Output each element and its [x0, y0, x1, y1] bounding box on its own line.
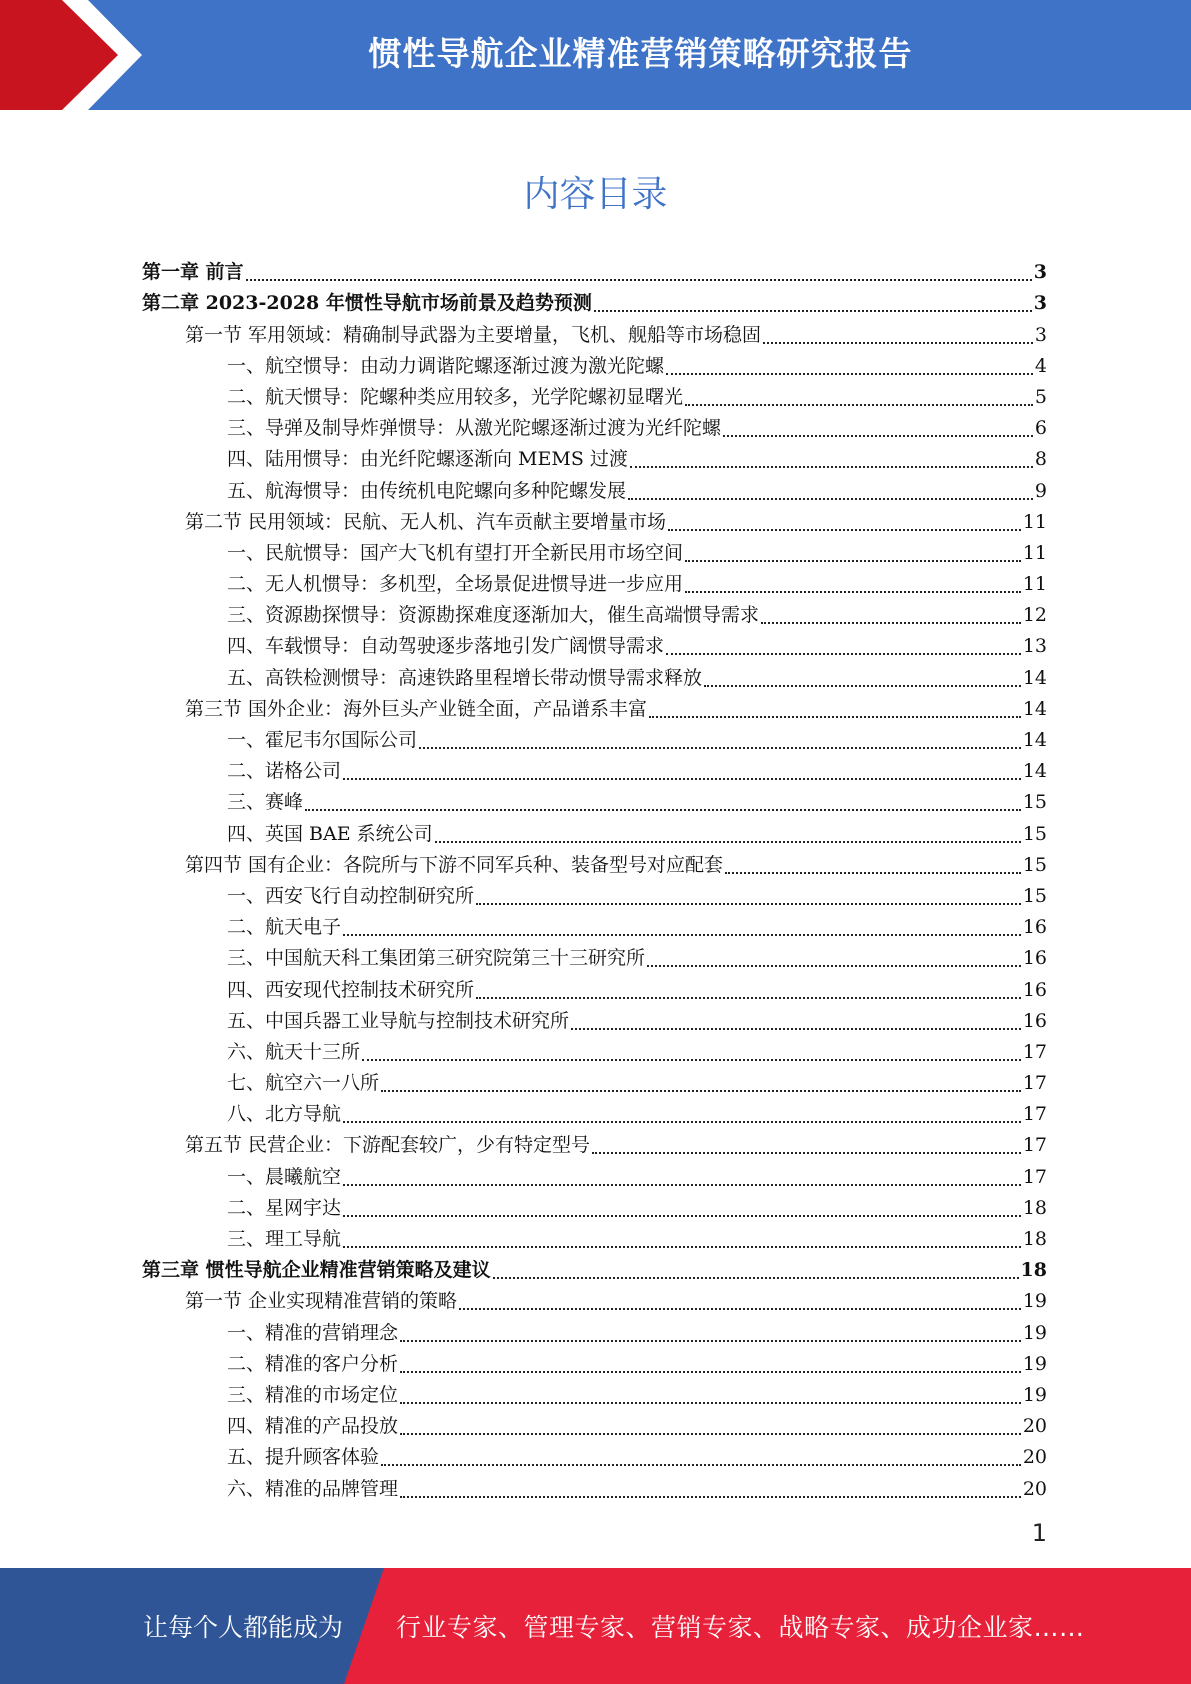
toc-entry-page: 3	[1034, 323, 1047, 346]
toc-entry-title: 五、中国兵器工业导航与控制技术研究所	[227, 1009, 570, 1032]
toc-entry-title: 四、西安现代控制技术研究所	[227, 978, 475, 1001]
dot-leader	[419, 747, 1021, 749]
toc-entry[interactable]	[142, 1346, 1047, 1377]
toc-entry-title: 六、航天十三所	[227, 1040, 361, 1063]
toc-entry-page: 17	[1022, 1103, 1047, 1126]
toc-entry-page: 20	[1022, 1415, 1047, 1438]
page-number: 1	[1031, 1519, 1047, 1547]
toc-entry[interactable]	[142, 441, 1047, 472]
toc-entry-title: 一、霍尼韦尔国际公司	[227, 729, 418, 751]
toc-entry-title: 三、中国航天科工集团第三研究院第三十三研究所	[227, 947, 646, 970]
toc-entry[interactable]	[142, 1314, 1047, 1345]
dot-leader	[381, 1090, 1021, 1092]
toc-entry-title: 七、航空六一八所	[227, 1072, 380, 1095]
dot-leader	[723, 435, 1033, 437]
toc-entry[interactable]	[142, 1096, 1047, 1127]
dot-leader	[400, 1371, 1021, 1373]
toc-entry-page: 17	[1022, 1040, 1047, 1063]
dot-leader	[666, 653, 1021, 655]
toc-entry[interactable]	[142, 1034, 1047, 1065]
toc-entry-page: 16	[1022, 1009, 1047, 1032]
toc-entry-page: 12	[1022, 604, 1047, 627]
toc-entry-page: 14	[1022, 729, 1047, 751]
toc-entry[interactable]	[142, 566, 1047, 597]
dot-leader	[725, 872, 1021, 874]
dot-leader	[400, 1402, 1021, 1404]
toc-entry-title: 一、西安飞行自动控制研究所	[227, 884, 475, 907]
toc-entry-title: 一、民航惯导：国产大飞机有望打开全新民用市场空间	[227, 541, 684, 564]
dot-leader	[476, 997, 1021, 999]
toc-entry-page: 19	[1022, 1321, 1047, 1344]
toc-entry[interactable]	[142, 909, 1047, 940]
toc-entry-title: 四、英国 BAE 系统公司	[227, 822, 433, 845]
toc-entry-title: 三、资源勘探惯导：资源勘探难度逐渐加大，催生高端惯导需求	[227, 604, 760, 627]
toc-entry[interactable]	[142, 379, 1047, 410]
report-title: 惯性导航企业精准营销策略研究报告	[368, 34, 913, 73]
toc-entry[interactable]	[142, 1003, 1047, 1034]
toc-entry-page: 3	[1033, 292, 1047, 315]
toc-entry[interactable]	[142, 847, 1047, 878]
footer-slogan-right: 行业专家、管理专家、营销专家、战略专家、成功企业家……	[396, 1613, 1085, 1642]
toc-entry[interactable]	[142, 472, 1047, 503]
toc-entry[interactable]	[142, 722, 1047, 753]
toc-entry-page: 18	[1020, 1259, 1047, 1282]
footer-slogan-left: 让每个人都能成为	[143, 1613, 344, 1642]
toc-entry-title: 第三章 惯性导航企业精准营销策略及建议	[142, 1259, 491, 1282]
toc-entry-title: 一、精准的营销理念	[227, 1321, 399, 1344]
dot-leader	[685, 560, 1021, 562]
toc-entry[interactable]	[142, 1470, 1047, 1501]
dot-leader	[668, 529, 1021, 531]
toc-entry-title: 二、星网宇达	[227, 1196, 342, 1219]
dot-leader	[343, 1184, 1021, 1186]
toc-entry[interactable]	[142, 504, 1047, 535]
dot-leader	[493, 1277, 1019, 1279]
dot-leader	[761, 622, 1021, 624]
dot-leader	[594, 310, 1032, 312]
toc-entry-page: 8	[1034, 448, 1047, 471]
toc-entry-title: 二、无人机惯导：多机型，全场景促进惯导进一步应用	[227, 573, 684, 596]
toc-entry-title: 二、诺格公司	[227, 760, 342, 783]
footer-banner	[0, 1568, 1191, 1684]
toc-entry-page: 18	[1022, 1228, 1047, 1250]
dot-leader	[246, 279, 1032, 281]
toc-entry-page: 17	[1022, 1134, 1047, 1157]
toc-entry-title: 二、航天电子	[227, 916, 342, 939]
toc-entry-title: 五、航海惯导：由传统机电陀螺向多种陀螺发展	[227, 479, 627, 502]
dot-leader	[459, 1308, 1021, 1310]
dot-leader	[628, 498, 1033, 500]
toc-entry[interactable]	[142, 1158, 1047, 1189]
dot-leader	[685, 591, 1021, 593]
toc-entry-page: 17	[1022, 1072, 1047, 1095]
toc-entry-page: 6	[1034, 417, 1047, 440]
toc-entry-title: 五、提升顾客体验	[227, 1446, 380, 1469]
dot-leader	[704, 685, 1021, 687]
toc-entry-page: 3	[1033, 261, 1047, 284]
toc-entry-page: 11	[1022, 510, 1047, 533]
toc-entry[interactable]	[142, 1221, 1047, 1252]
toc-entry-title: 第一章 前言	[142, 261, 244, 284]
toc-entry-title: 四、车载惯导：自动驾驶逐步落地引发广阔惯导需求	[227, 635, 665, 658]
dot-leader	[592, 1152, 1021, 1154]
toc-entry-page: 20	[1022, 1446, 1047, 1469]
toc-entry-page: 19	[1022, 1290, 1047, 1313]
toc-entry-title: 二、航天惯导：陀螺种类应用较多，光学陀螺初显曙光	[227, 385, 684, 408]
toc-entry-page: 16	[1022, 947, 1047, 970]
toc-entry[interactable]	[142, 659, 1047, 690]
toc-entry[interactable]	[142, 254, 1047, 285]
toc-entry[interactable]	[142, 691, 1047, 722]
toc-entry[interactable]	[142, 1065, 1047, 1096]
toc-entry[interactable]	[142, 1377, 1047, 1408]
toc-entry[interactable]	[142, 1190, 1047, 1221]
dot-leader	[381, 1464, 1021, 1466]
toc-entry[interactable]	[142, 316, 1047, 347]
toc-entry-title: 四、精准的产品投放	[227, 1415, 399, 1438]
header-arrow-decoration	[0, 0, 160, 110]
toc-entry-page: 15	[1022, 884, 1047, 907]
toc-entry[interactable]	[142, 535, 1047, 566]
toc-entry-page: 9	[1034, 479, 1047, 502]
header-banner	[0, 0, 1191, 110]
dot-leader	[630, 466, 1033, 468]
toc-entry-page: 14	[1022, 760, 1047, 783]
dot-leader	[685, 404, 1033, 406]
toc-entry-page: 15	[1022, 791, 1047, 814]
toc-entry-title: 一、晨曦航空	[227, 1165, 342, 1188]
toc-entry[interactable]	[142, 878, 1047, 909]
toc-entry-title: 五、高铁检测惯导：高速铁路里程增长带动惯导需求释放	[227, 666, 703, 689]
toc-entry-page: 17	[1022, 1165, 1047, 1188]
dot-leader	[571, 1028, 1021, 1030]
toc-entry-title: 八、北方导航	[227, 1103, 342, 1126]
dot-leader	[362, 1059, 1021, 1061]
toc-entry-title: 第五节 民营企业：下游配套较广，少有特定型号	[185, 1134, 591, 1157]
toc-entry[interactable]	[142, 1252, 1047, 1283]
toc-entry-title: 三、精准的市场定位	[227, 1383, 399, 1406]
toc-entry-page: 4	[1034, 354, 1047, 377]
dot-leader	[305, 809, 1021, 811]
dot-leader	[649, 716, 1021, 718]
toc-entry-page: 16	[1022, 916, 1047, 939]
dot-leader	[343, 934, 1021, 936]
toc-entry-title: 第三节 国外企业：海外巨头产业链全面，产品谱系丰富	[185, 697, 648, 720]
dot-leader	[343, 778, 1021, 780]
toc-entry[interactable]	[142, 348, 1047, 379]
toc-entry-page: 20	[1022, 1477, 1047, 1500]
toc-entry-page: 11	[1022, 541, 1047, 564]
toc-entry-title: 六、精准的品牌管理	[227, 1477, 399, 1500]
toc-entry[interactable]	[142, 815, 1047, 846]
toc-entry[interactable]	[142, 628, 1047, 659]
toc-entry[interactable]	[142, 1439, 1047, 1470]
toc-entry-title: 第一节 企业实现精准营销的策略	[185, 1290, 458, 1313]
dot-leader	[343, 1246, 1021, 1248]
dot-leader	[343, 1215, 1021, 1217]
toc-entry-page: 19	[1022, 1383, 1047, 1406]
dot-leader	[400, 1433, 1021, 1435]
dot-leader	[476, 903, 1021, 905]
toc-heading: 内容目录	[523, 174, 668, 215]
toc-entry[interactable]	[142, 285, 1047, 316]
toc-entry[interactable]	[142, 940, 1047, 971]
toc-entry-title: 三、导弹及制导炸弹惯导：从激光陀螺逐渐过渡为光纤陀螺	[227, 417, 722, 440]
toc-entry-title: 第四节 国有企业：各院所与下游不同军兵种、装备型号对应配套	[185, 853, 724, 876]
toc-entry[interactable]	[142, 971, 1047, 1002]
toc-entry-page: 16	[1022, 978, 1047, 1001]
toc-entry-page: 11	[1022, 573, 1047, 596]
toc-entry-page: 18	[1022, 1196, 1047, 1219]
dot-leader	[343, 1121, 1021, 1123]
toc-entry[interactable]	[142, 597, 1047, 628]
toc-entry-page: 14	[1022, 666, 1047, 689]
toc-entry-page: 19	[1022, 1352, 1047, 1375]
toc-entry-title: 三、理工导航	[227, 1228, 342, 1250]
toc-entry-title: 一、航空惯导：由动力调谐陀螺逐渐过渡为激光陀螺	[227, 354, 665, 377]
toc-entry[interactable]	[142, 753, 1047, 784]
toc-entry-title: 二、精准的客户分析	[227, 1352, 399, 1375]
toc-entry-page: 15	[1022, 853, 1047, 876]
toc-entry[interactable]	[142, 410, 1047, 441]
toc-entry-title: 第二节 民用领域：民航、无人机、汽车贡献主要增量市场	[185, 510, 667, 533]
dot-leader	[400, 1340, 1021, 1342]
toc-entry[interactable]	[142, 784, 1047, 815]
dot-leader	[763, 342, 1033, 344]
dot-leader	[647, 965, 1021, 967]
toc-entry-title: 三、赛峰	[227, 791, 304, 814]
toc-entry-page: 15	[1022, 822, 1047, 845]
toc-entry[interactable]	[142, 1283, 1047, 1314]
toc-entry-title: 第一节 军用领域：精确制导武器为主要增量，飞机、舰船等市场稳固	[185, 323, 762, 346]
toc-entry-title: 四、陆用惯导：由光纤陀螺逐渐向 MEMS 过渡	[227, 448, 628, 471]
toc-entry-page: 5	[1034, 385, 1047, 408]
toc-entry[interactable]	[142, 1127, 1047, 1158]
dot-leader	[435, 841, 1021, 843]
toc-entry-page: 14	[1022, 697, 1047, 720]
toc-entry-page: 13	[1022, 635, 1047, 658]
toc-entry[interactable]	[142, 1408, 1047, 1439]
dot-leader	[400, 1496, 1021, 1498]
table-of-contents	[142, 254, 1047, 1502]
toc-entry-title: 第二章 2023-2028 年惯性导航市场前景及趋势预测	[142, 292, 592, 315]
dot-leader	[666, 373, 1033, 375]
